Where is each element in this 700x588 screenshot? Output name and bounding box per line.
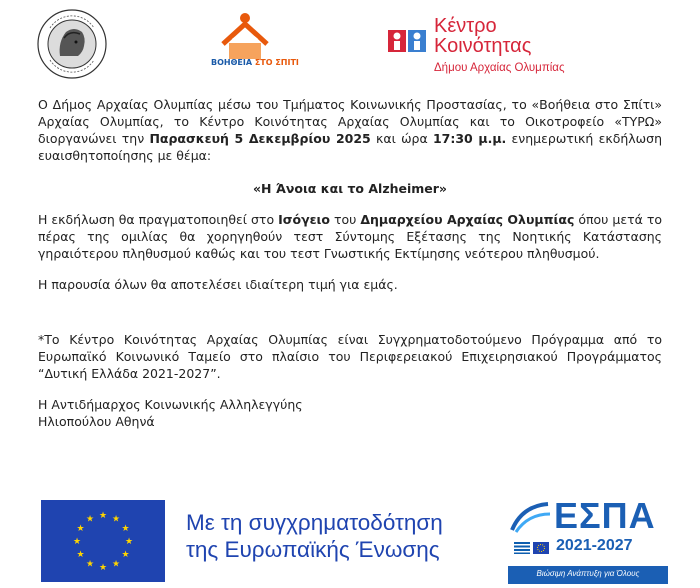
intro-text-b: και ώρα: [370, 131, 433, 146]
kentro-subtitle: Δήμου Αρχαίας Ολυμπίας: [434, 62, 565, 74]
eu-star-icon: ★: [121, 524, 130, 534]
announcement-body: [38, 96, 662, 430]
eu-star-icon: ★: [76, 550, 85, 560]
kentro-title: [434, 16, 531, 56]
event-date: Παρασκευή 5 Δεκεμβρίου 2025: [149, 131, 371, 146]
eu-star-icon: ★: [111, 559, 121, 570]
signature: [38, 396, 662, 430]
municipality-seal-icon: [36, 8, 108, 80]
eu-star-icon: ★: [98, 511, 108, 521]
kentro-koinotitas-logo: [388, 16, 648, 78]
signature-role: Η Αντιδήμαρχος Κοινωνικής Αλληλεγγύης: [38, 397, 303, 412]
event-place: Δημαρχείου Αρχαίας Ολυμπίας: [360, 212, 575, 227]
eu-star-icon: ★: [85, 559, 95, 570]
eu-star-icon: ★: [111, 514, 121, 525]
location-text-b: του: [330, 212, 361, 227]
eu-star-icon: ★: [85, 514, 95, 525]
location-text-c: όπου μετά το πέρας της ομιλίας θα χορηγηθούν τεστ Σύντομης Εξέτασης της Νοητικής Κατάστασης γηραιότερου πληθυσμού καθώς και του τεστ Γνωστικής Εκτίμησης νεότερου πληθυσμού.: [38, 212, 663, 261]
kentro-line2: Κοινότητας: [434, 35, 532, 57]
closing-paragraph: Η παρουσία όλων θα αποτελέσει ιδιαίτερη τιμή για εμάς.: [38, 277, 398, 292]
eu-star-icon: ★: [72, 537, 82, 547]
eu-star-icon: ★: [121, 550, 130, 560]
location-paragraph: [38, 211, 662, 262]
event-floor: Ισόγειο: [278, 212, 330, 227]
event-time: 17:30 μ.μ.: [432, 131, 507, 146]
event-topic-text: «Η Άνοια και το Alzheimer»: [252, 181, 447, 196]
eu-cofunding-text: [186, 509, 506, 563]
kentro-line1: Κέντρο: [434, 15, 497, 37]
espa-slogan: Βιώσιμη Ανάπτυξη για Όλους: [536, 569, 640, 578]
funding-note: *Το Κέντρο Κοινότητας Αρχαίας Ολυμπίας είναι Συγχρηματοδοτούμενο Πρόγραμμα από το Ευρωπαϊκό Κοινωνικό Ταμείο στο πλαίσιο του Περιφερειακού Επιχειρησιακού Προγράμματος “Δυτική Ελλάδα 2021-2027”.: [38, 332, 662, 381]
eu-star-icon: ★: [76, 524, 85, 534]
espa-word: ΕΣΠΑ: [554, 495, 656, 536]
intro-paragraph: [38, 96, 662, 164]
boitheia-label: [211, 58, 299, 67]
eu-star-icon: ★: [98, 563, 108, 573]
event-topic: [38, 180, 662, 197]
espa-mark-icon: [508, 500, 552, 534]
signature-name: Ηλιοπούλου Αθηνά: [38, 414, 155, 429]
espa-logo: [508, 496, 668, 588]
intro-text-c: ενημερωτική εκδήλωση ευαισθητοποίησης με θέμα:: [38, 131, 662, 163]
eu-flag-icon: [41, 500, 165, 582]
intro-text-a: Ο Δήμος Αρχαίας Ολυμπίας μέσω του Τμήματος Κοινωνικής Προστασίας, το «Βοήθεια στο Σπίτι» Αρχαίας Ολυμπίας, το Κέντρο Κοινότητας Αρχαίας Ολυμπίας και το Οικοτροφείο «ΤΥΡΩ» διοργανώνει την: [38, 97, 662, 146]
greek-eu-flags-icon: [514, 540, 550, 560]
logo-row: [0, 0, 700, 90]
eu-line1: Με τη συγχρηματοδότηση: [186, 510, 443, 535]
location-text-a: Η εκδήλωση θα πραγματοποιηθεί στο: [38, 212, 279, 227]
eu-star-icon: ★: [124, 537, 134, 547]
boitheia-home: ΣΤΟ ΣΠΙΤΙ: [254, 58, 299, 67]
community-people-icon: [388, 22, 428, 62]
boitheia-word: ΒΟΗΘΕΙΑ: [211, 58, 253, 67]
espa-years: 2021-2027: [556, 537, 633, 554]
eu-line2: της Ευρωπαϊκής Ένωσης: [186, 537, 440, 562]
